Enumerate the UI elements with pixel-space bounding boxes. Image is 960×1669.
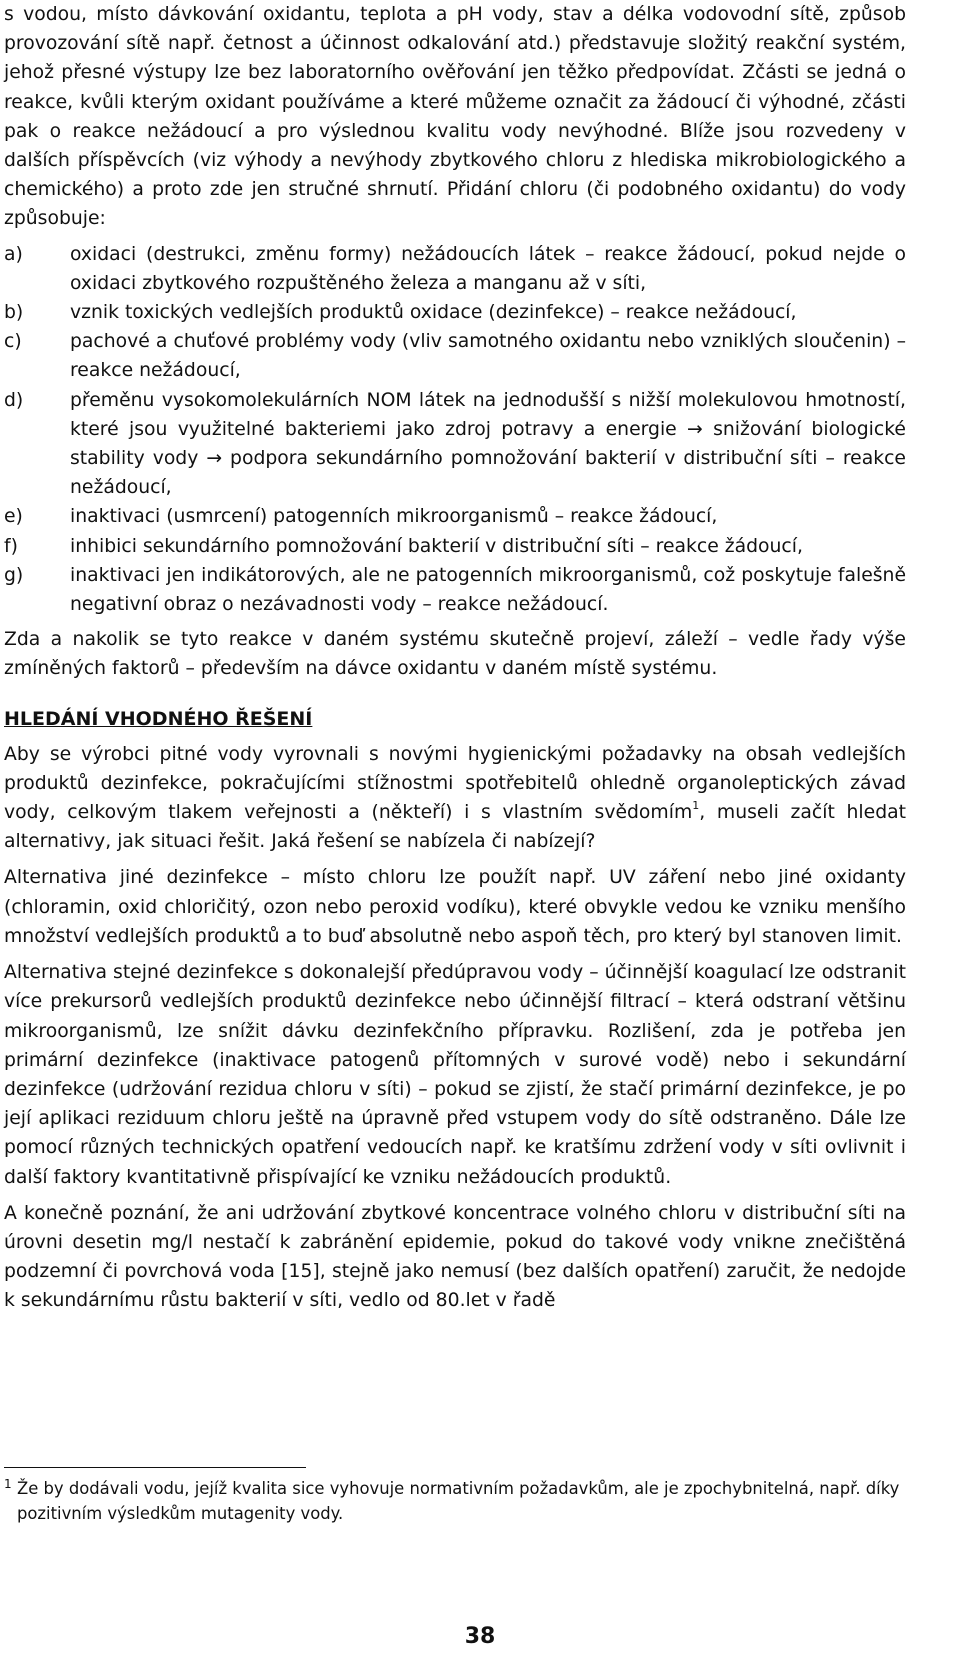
footnote — [4, 1476, 904, 1526]
list-item — [4, 532, 906, 561]
list-item — [4, 298, 906, 327]
list-marker: c) — [4, 331, 22, 353]
list-item — [4, 561, 906, 619]
reaction-list — [4, 240, 906, 620]
intro-sentence: s vodou, místo dávkování oxidantu, teplota a pH vody, stav a délka vodovodní sítě, způsob provozování sítě např. četnost a účinnost odkalování atd.) představuje složitý reakční systém, jehož přesné výstupy lze bez laboratorního ověřování jen těžko předpovídat. — [4, 4, 906, 84]
list-item-text: oxidaci (destrukci, změnu formy) nežádoucích látek – reakce žádoucí, pokud nejde o oxidaci zbytkového rozpuštěného železa a manganu až v síti, — [70, 243, 906, 294]
list-marker: f) — [4, 535, 18, 557]
footnote-divider — [4, 1467, 306, 1468]
list-item-text: přeměnu vysokomolekulárních NOM látek na jednodušší s nižší molekulovou hmotností, které jsou využitelné bakteriemi jako zdroj potravy a energie → snižování biologické stability vody → podpora sekundárního pomnožování bakterií v distribuční síti – reakce nežádoucí, — [70, 389, 906, 499]
alternative-disinfection-paragraph: Alternativa jiné dezinfekce – místo chloru lze použít např. UV záření nebo jiné oxidanty (chloramin, oxid chloričitý, ozon nebo peroxid vodíku), které obvykle vedou ke vzniku menšího množství vedlejších produktů a to buď absolutně nebo aspoň těch, pro který byl stanoven limit. — [4, 867, 906, 947]
footnote-reference[interactable]: 1 — [692, 798, 700, 812]
footnote-marker: 1 — [4, 1477, 12, 1491]
intro-sentence: Přidání chloru (či podobného oxidantu) do vody způsobuje: — [4, 179, 906, 230]
summary-paragraph: Zda a nakolik se tyto reakce v daném systému skutečně projeví, záleží – vedle řady výše zmíněných faktorů – především na dávce oxidantu v daném místě systému. — [4, 629, 906, 680]
footnote-text: Že by dodávali vodu, jejíž kvalita sice vyhovuje normativním požadavkům, ale je zpochybnitelná, např. díky pozitivním výsledkům mutagenity vody. — [17, 1479, 900, 1523]
intro-sentence: Blíže jsou rozvedeny v dalších příspěvcích (viz výhody a nevýhody zbytkového chloru z hlediska mikrobiologického a chemického) a proto zde jen stručné shrnutí. — [4, 120, 907, 201]
section-heading: HLEDÁNÍ VHODNÉHO ŘEŠENÍ — [4, 707, 313, 730]
paragraph-text: Aby se výrobci pitné vody vyrovnali s novými hygienickými požadavky na obsah vedlejších produktů dezinfekce, pokračujícími stížnostmi spotřebitelů ohledně organoleptických závad vody, celkovým tlakem veřejnosti a (někteří) i s vlastním svědomím — [4, 743, 906, 824]
list-item-text: inaktivaci (usmrcení) patogenních mikroorganismů – reakce žádoucí, — [70, 506, 718, 528]
document-page — [4, 0, 906, 1316]
list-item-text: inhibici sekundárního pomnožování bakterií v distribuční síti – reakce žádoucí, — [70, 535, 803, 557]
list-item-text: vznik toxických vedlejších produktů oxidace (dezinfekce) – reakce nežádoucí, — [70, 302, 797, 324]
list-marker: d) — [4, 389, 24, 411]
list-item — [4, 386, 906, 503]
list-item — [4, 327, 906, 385]
list-marker: a) — [4, 243, 23, 265]
intro-sentence: Zčásti se jedná o reakce, kvůli kterým oxidant používáme a které můžeme označit za žádoucí či výhodné, zčásti pak o reakce nežádoucí a pro výslednou kvalitu vody nevýhodné. — [4, 62, 906, 142]
intro-paragraph — [4, 0, 906, 234]
list-marker: g) — [4, 564, 24, 586]
list-item-text: inaktivaci jen indikátorových, ale ne patogenních mikroorganismů, což poskytuje falešně negativní obraz o nezávadnosti vody – reakce nežádoucí. — [70, 564, 906, 616]
page-number: 38 — [464, 1624, 496, 1649]
producers-paragraph — [4, 740, 906, 857]
list-marker: e) — [4, 506, 23, 528]
final-paragraph: A konečně poznání, že ani udržování zbytkové koncentrace volného chloru v distribuční síti na úrovni desetin mg/l nestačí k zabránění epidemie, pokud do takové vody vnikne znečištěná podzemní či povrchová voda [15], stejně jako nemusí (bez dalších opatření) zaručit, že nedojde k sekundárnímu růstu bakterií v síti, vedlo od 80.let v řadě — [4, 1202, 906, 1312]
list-marker: b) — [4, 302, 24, 324]
paragraph-text: , museli začít hledat alternativy, jak situaci řešit. Jaká řešení se nabízela či nabízejí? — [4, 802, 906, 853]
list-item — [4, 240, 906, 298]
list-item — [4, 502, 906, 531]
list-item-text: pachové a chuťové problémy vody (vliv samotného oxidantu nebo vzniklých sloučenin) – reakce nežádoucí, — [70, 331, 906, 382]
pretreatment-paragraph: Alternativa stejné dezinfekce s dokonalejší předúpravou vody – účinnější koagulací lze odstranit více prekursorů vedlejších produktů dezinfekce nebo účinnější filtrací – která odstraní většinu mikroorganismů, lze snížit dávku dezinfekčního přípravku. Rozlišení, zda je potřeba jen primární dezinfekce (inaktivace patogenů přítomných v surové vodě) nebo i sekundární dezinfekce (udržování rezidua chloru v síti) – pokud se zjistí, že stačí primární dezinfekce, je po její aplikaci reziduum chloru ještě na úpravně před vstupem vody do sítě odstraněno. Dále lze pomocí různých technických opatření vedoucích např. ke kratšímu zdržení vody v síti ovlivnit i další faktory kvantitativně přispívající ke vzniku nežádoucích produktů. — [4, 962, 906, 1188]
